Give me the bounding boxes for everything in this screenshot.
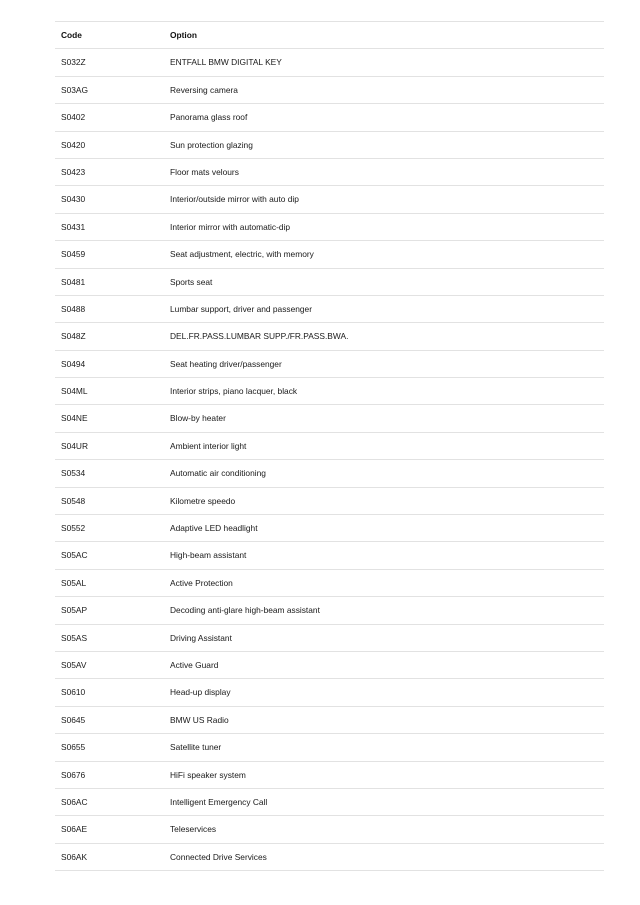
option-description: HiFi speaker system [164, 761, 604, 788]
options-table [55, 21, 604, 871]
option-code: S0494 [55, 350, 164, 377]
option-code: S0548 [55, 487, 164, 514]
option-description: Reversing camera [164, 76, 604, 103]
option-code: S0610 [55, 679, 164, 706]
table-row [55, 816, 604, 843]
table-row [55, 104, 604, 131]
table-row [55, 186, 604, 213]
table-row [55, 241, 604, 268]
table-row [55, 597, 604, 624]
table-row [55, 788, 604, 815]
option-code: S0423 [55, 158, 164, 185]
option-code: S0430 [55, 186, 164, 213]
option-description: ENTFALL BMW DIGITAL KEY [164, 49, 604, 76]
table-row [55, 734, 604, 761]
option-code: S032Z [55, 49, 164, 76]
table-row [55, 706, 604, 733]
table-row [55, 487, 604, 514]
option-description: Seat adjustment, electric, with memory [164, 241, 604, 268]
option-description: BMW US Radio [164, 706, 604, 733]
option-description: DEL.FR.PASS.LUMBAR SUPP./FR.PASS.BWA. [164, 323, 604, 350]
option-description: Interior strips, piano lacquer, black [164, 378, 604, 405]
option-code: S0402 [55, 104, 164, 131]
option-code: S0459 [55, 241, 164, 268]
option-description: Floor mats velours [164, 158, 604, 185]
option-code: S05AP [55, 597, 164, 624]
option-code: S0420 [55, 131, 164, 158]
table-row [55, 679, 604, 706]
option-description: Head-up display [164, 679, 604, 706]
option-code: S0645 [55, 706, 164, 733]
table-row [55, 131, 604, 158]
table-row [55, 542, 604, 569]
option-code: S05AS [55, 624, 164, 651]
option-description: Ambient interior light [164, 432, 604, 459]
option-description: Teleservices [164, 816, 604, 843]
option-description: Kilometre speedo [164, 487, 604, 514]
option-code: S0655 [55, 734, 164, 761]
option-code: S04UR [55, 432, 164, 459]
table-row [55, 158, 604, 185]
option-description: Lumbar support, driver and passenger [164, 295, 604, 322]
header-row [55, 22, 604, 49]
column-header-option: Option [164, 22, 604, 49]
option-description: Active Protection [164, 569, 604, 596]
option-description: Active Guard [164, 651, 604, 678]
option-code: S0488 [55, 295, 164, 322]
option-code: S03AG [55, 76, 164, 103]
option-code: S04ML [55, 378, 164, 405]
option-code: S0534 [55, 460, 164, 487]
table-header [55, 22, 604, 49]
option-code: S06AE [55, 816, 164, 843]
option-description: Seat heating driver/passenger [164, 350, 604, 377]
option-code: S04NE [55, 405, 164, 432]
option-description: Interior mirror with automatic-dip [164, 213, 604, 240]
table-row [55, 378, 604, 405]
option-description: Automatic air conditioning [164, 460, 604, 487]
option-code: S05AL [55, 569, 164, 596]
option-code: S06AC [55, 788, 164, 815]
option-description: Panorama glass roof [164, 104, 604, 131]
option-description: Driving Assistant [164, 624, 604, 651]
table-row [55, 761, 604, 788]
option-code: S048Z [55, 323, 164, 350]
table-row [55, 624, 604, 651]
option-description: High-beam assistant [164, 542, 604, 569]
table-row [55, 49, 604, 76]
table-row [55, 460, 604, 487]
option-description: Decoding anti-glare high-beam assistant [164, 597, 604, 624]
option-description: Satellite tuner [164, 734, 604, 761]
option-description: Sun protection glazing [164, 131, 604, 158]
column-header-code: Code [55, 22, 164, 49]
option-description: Interior/outside mirror with auto dip [164, 186, 604, 213]
table-row [55, 405, 604, 432]
option-description: Blow-by heater [164, 405, 604, 432]
option-code: S05AC [55, 542, 164, 569]
option-code: S0676 [55, 761, 164, 788]
option-description: Connected Drive Services [164, 843, 604, 870]
table-row [55, 213, 604, 240]
option-description: Adaptive LED headlight [164, 515, 604, 542]
table-row [55, 843, 604, 870]
option-description: Sports seat [164, 268, 604, 295]
option-code: S06AK [55, 843, 164, 870]
option-code: S0552 [55, 515, 164, 542]
table-row [55, 268, 604, 295]
table-row [55, 515, 604, 542]
option-code: S05AV [55, 651, 164, 678]
option-code: S0431 [55, 213, 164, 240]
table-body [55, 49, 604, 871]
table-row [55, 76, 604, 103]
table-row [55, 432, 604, 459]
table-row [55, 569, 604, 596]
table-row [55, 323, 604, 350]
table-row [55, 350, 604, 377]
option-code: S0481 [55, 268, 164, 295]
table-row [55, 295, 604, 322]
option-description: Intelligent Emergency Call [164, 788, 604, 815]
table-row [55, 651, 604, 678]
